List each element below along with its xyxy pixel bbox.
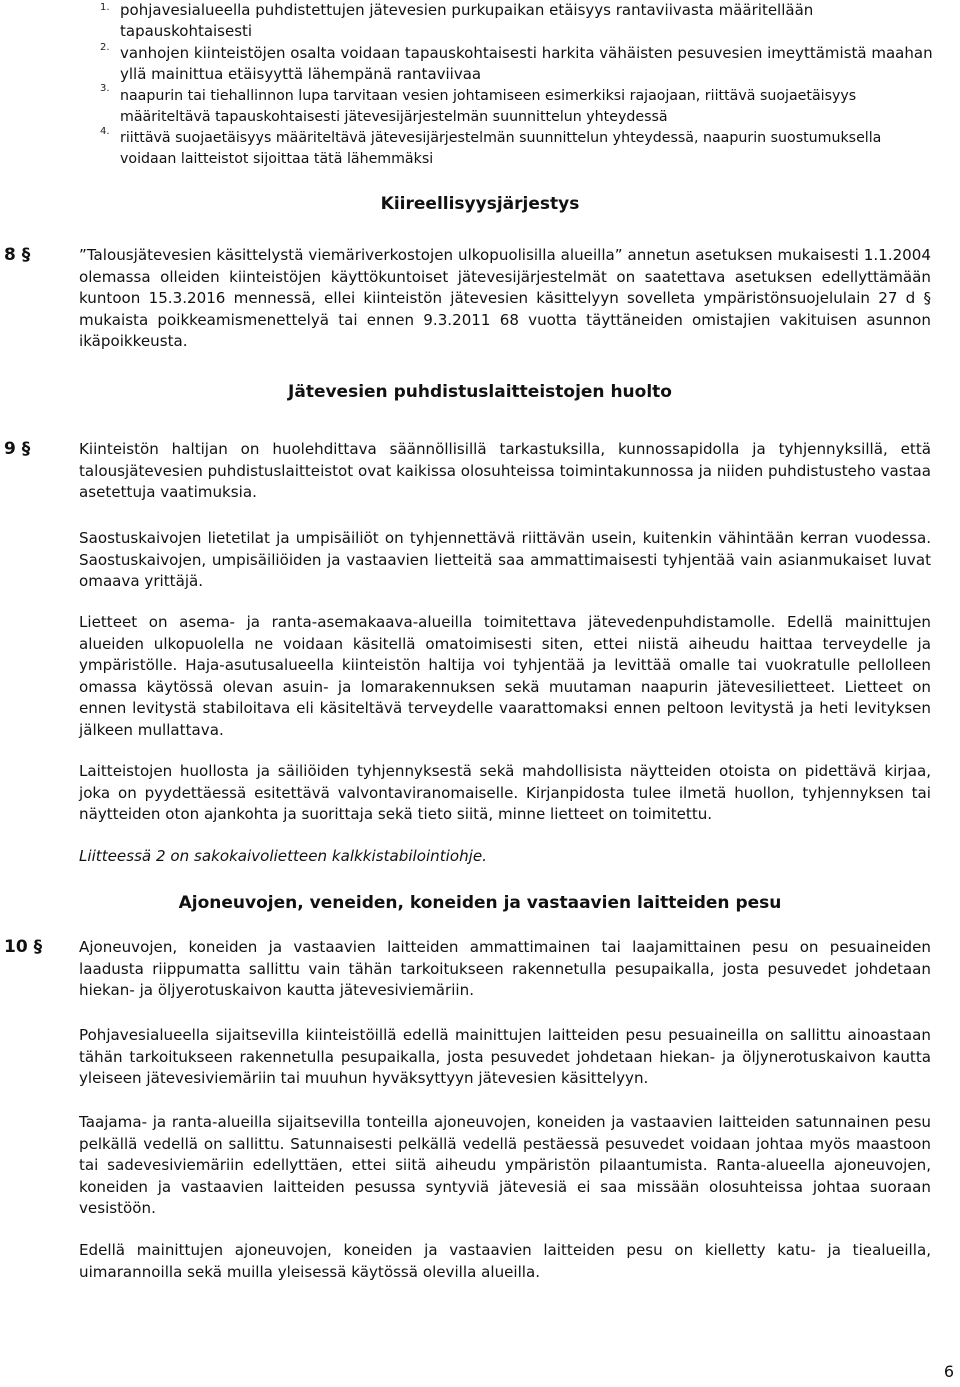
section-paragraph: Edellä mainittujen ajoneuvojen, koneiden ja vastaavien laitteiden pesu on kielletty katu- ja tiealueilla, uimarannoilla sekä muilla yleisessä käytössä olevilla alueilla. <box>79 1241 931 1281</box>
section-paragraph: Laitteistojen huollosta ja säiliöiden tyhjennyksestä sekä mahdollisista näytteiden otoista on pidettävä kirjaa, joka on pyydettäessä esitettävä valvontaviranomaiselle. Kirjanpidosta tulee ilmetä huollon, tyhjennyksen tai näytteiden oton ajankohta ja suorittaja sekä tieto siitä, minne lietteet on toimitettu. <box>79 762 931 824</box>
section-paragraph: Saostuskaivojen lietetilat ja umpisäiliöt on tyhjennettävä riittävän usein, kuitenkin vähintään kerran vuodessa. Saostuskaivojen, umpisäiliöiden ja vastaavien lietteitä saa ammattimaisesti tyhjentää vain asianmukaiset luvat omaava yrittäjä. <box>79 529 931 591</box>
italic-note: Liitteessä 2 on sakokaivolietteen kalkkistabilointiohje. <box>79 847 487 865</box>
list-item: pohjavesialueella puhdistettujen jätevesien purkupaikan etäisyys rantaviivasta määritellään tapauskohtaisesti <box>120 1 814 40</box>
list-number: 2. <box>100 42 110 53</box>
section-paragraph: ”Talousjätevesien käsittelystä viemäriverkostojen ulkopuolisilla alueilla” annetun asetuksen mukaisesti 1.1.2004 olemassa olleiden kiinteistöjen käyttökuntoiset jätevesijärjestelmät on saatettava asetuksen edellyttämään kuntoon 15.3.2016 mennessä, ellei kiinteistön jätevesien käsittelyyn sovelleta ympäristönsuojelulain 27 d § mukaista poikkeamismenettelyä tai ennen 9.3.2011 68 vuotta täyttäneiden omistajien vakituisen asunnon ikäpoikkeusta. <box>79 246 931 351</box>
section-paragraph: Ajoneuvojen, koneiden ja vastaavien laitteiden ammattimainen tai laajamittainen pesu on pesuaineiden laadusta riippumatta sallittu vain tähän tarkoitukseen rakennetulla pesupaikalla, josta pesuvedet johdetaan hiekan- ja öljyerotuskaivon kautta jätevesiviemäriin. <box>79 938 931 1000</box>
list-item: naapurin tai tiehallinnon lupa tarvitaan vesien johtamiseen esimerkiksi rajaojaan, riittävä suojaetäisyys määriteltävä tapauskohtaisesti jätevesijärjestelmän suunnittelun yhteydessä <box>120 88 857 125</box>
section-paragraph: Taajama- ja ranta-alueilla sijaitsevilla tonteilla ajoneuvojen, koneiden ja vastaavien laitteiden satunnainen pesu pelkällä vedellä on sallittu. Satunnaisesti pelkällä vedellä pestäessä pesuvedet voidaan johtaa myös maastoon tai sadevesiviemäriin edellyttäen, ettei siitä aiheudu ympäristön pilaantumista. Ranta-alueella ajoneuvojen, koneiden ja vastaavien laitteiden pesussa syntyviä jätevesiä ei saa missään olosuhteissa johtaa suoraan vesistöön. <box>79 1113 931 1218</box>
page-number: 6 <box>943 1362 954 1381</box>
section-number: 10 § <box>4 937 43 957</box>
list-number: 4. <box>100 126 110 137</box>
section-paragraph: Pohjavesialueella sijaitsevilla kiinteistöillä edellä mainittujen laitteiden pesu pesuaineilla on sallittu ainoastaan tähän tarkoitukseen rakennetulla pesupaikalla, josta pesuvedet johdetaan hiekan- ja öljynerotuskaivon kautta yleiseen jätevesiviemäriin tai muuhun hyväksyttyyn jätevesien käsittelyyn. <box>79 1026 931 1088</box>
section-heading-priority: Kiireellisyysjärjestys <box>380 194 580 214</box>
section-number: 8 § <box>4 245 31 265</box>
list-item: riittävä suojaetäisyys määriteltävä jätevesijärjestelmän suunnittelun yhteydessä, naapurin suostumuksella voidaan laitteistot sijoittaa tätä lähemmäksi <box>120 130 882 167</box>
section-paragraph: Lietteet on asema- ja ranta-asemakaava-alueilla toimitettava jätevedenpuhdistamolle. Edellä mainittujen alueiden ulkopuolella ne voidaan käsitellä omatoimisesti siten, ettei niistä aiheudu haittaa terveydelle ja ympäristölle. Haja-asutusalueella kiinteistön haltija voi tyhjentää ja levittää omalle tai vuokratulle pellolleen omassa käytössä olevan asuin- ja lomarakennuksen sekä muutaman naapurin jätevesilietteet. Lietteet on ennen levitystä stabiloitava eli käsiteltävä terveydelle vaarattomaksi ennen peltoon levitystä ja heti levityksen jälkeen mullattava. <box>79 613 931 739</box>
section-heading-vehicles: Ajoneuvojen, veneiden, koneiden ja vastaavien laitteiden pesu <box>178 893 782 913</box>
list-number: 3. <box>100 83 110 94</box>
section-number: 9 § <box>4 439 31 459</box>
section-paragraph: Kiinteistön haltijan on huolehdittava säännöllisillä tarkastuksilla, kunnossapidolla ja tyhjennyksillä, että talousjätevesien puhdistuslaitteistot ovat kaikissa olosuhteissa toimintakunnossa ja niiden puhdistusteho vastaa asetettuja vaatimuksia. <box>79 440 931 502</box>
section-heading-maintenance: Jätevesien puhdistuslaitteistojen huolto <box>288 382 672 402</box>
list-number: 1. <box>100 2 110 13</box>
list-item: vanhojen kiinteistöjen osalta voidaan tapauskohtaisesti harkita vähäisten pesuvesien imeyttämistä maahan yllä mainittua etäisyyttä lähempänä rantaviivaa <box>120 44 933 83</box>
